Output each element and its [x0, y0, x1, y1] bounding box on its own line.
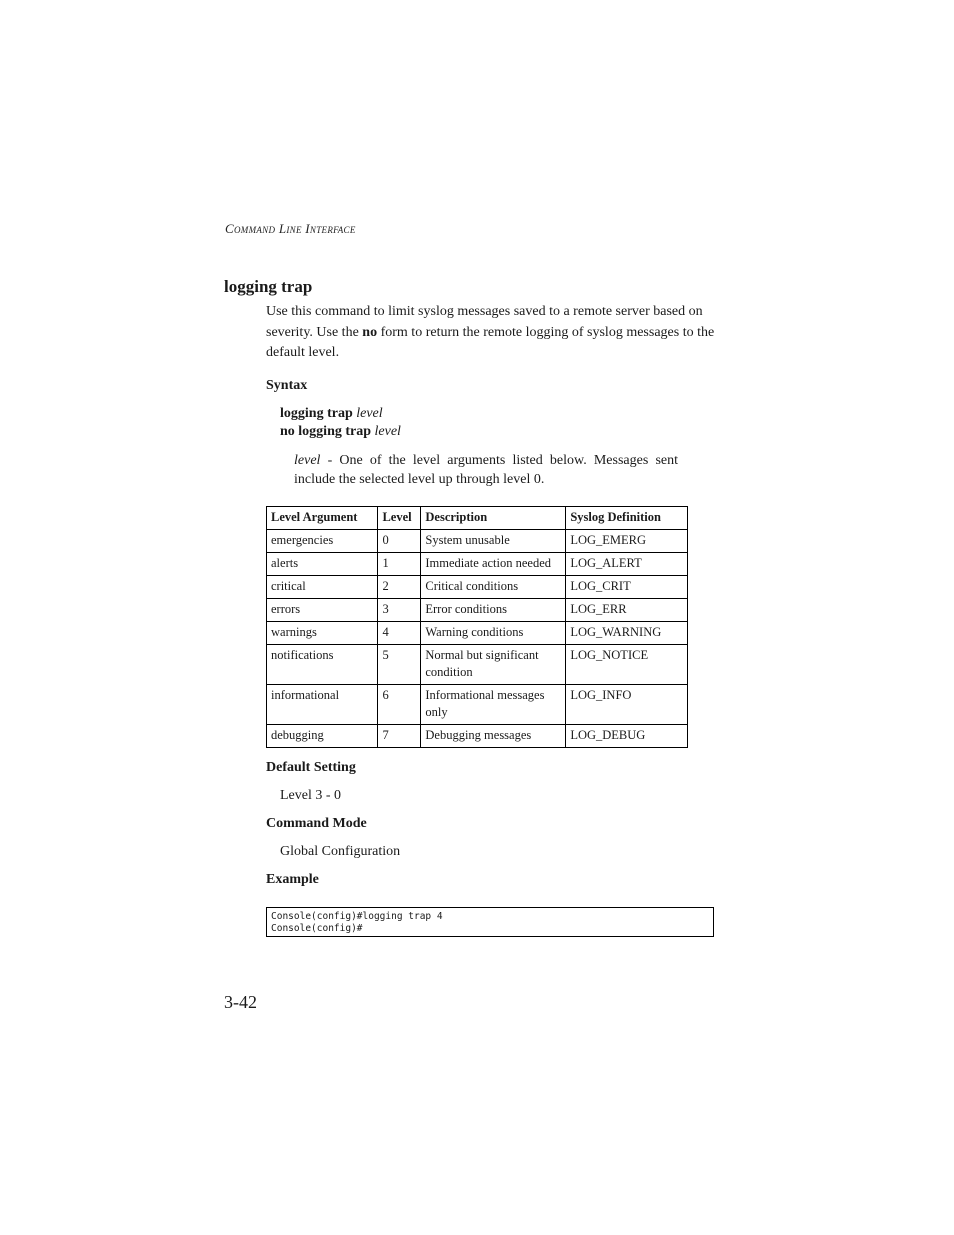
- table-cell: LOG_NOTICE: [566, 645, 688, 685]
- column-header: Level Argument: [267, 507, 378, 530]
- example-code-block: Console(config)#logging trap 4 Console(config)#: [266, 907, 714, 937]
- table-cell: errors: [267, 599, 378, 622]
- command-mode-value: Global Configuration: [280, 844, 401, 859]
- table-row: [267, 530, 688, 553]
- syntax-argument: level: [374, 424, 401, 439]
- level-table: [266, 506, 688, 748]
- table-cell: Debugging messages: [421, 725, 566, 748]
- parameter-text: - One of the level arguments listed below. Messages sent include the selected level up through level 0.: [294, 453, 678, 487]
- table-cell: notifications: [267, 645, 378, 685]
- syntax-command: logging trap: [280, 406, 353, 421]
- table-row: [267, 725, 688, 748]
- parameter-name: level: [294, 453, 321, 468]
- table-row: [267, 553, 688, 576]
- table-cell: emergencies: [267, 530, 378, 553]
- syntax-line-1: [280, 406, 383, 422]
- page-number: 3-42: [224, 992, 257, 1012]
- table-header-row: [267, 507, 688, 530]
- syntax-heading: Syntax: [266, 378, 308, 393]
- table-cell: LOG_EMERG: [566, 530, 688, 553]
- table-cell: debugging: [267, 725, 378, 748]
- column-header: Description: [421, 507, 566, 530]
- table-cell: Immediate action needed: [421, 553, 566, 576]
- table-row: [267, 599, 688, 622]
- intro-bold-no: no: [362, 324, 378, 340]
- table-cell: critical: [267, 576, 378, 599]
- intro-text-1: Use this command to limit syslog messages saved to a remote server based on severity. Use the: [266, 304, 703, 340]
- table-cell: 0: [378, 530, 421, 553]
- page-title: logging trap: [224, 277, 313, 296]
- default-setting-value: Level 3 - 0: [280, 788, 342, 803]
- table-cell: 6: [378, 685, 421, 725]
- column-header: Syslog Definition: [566, 507, 688, 530]
- table-cell: Critical conditions: [421, 576, 566, 599]
- table-row: [267, 645, 688, 685]
- table-cell: System unusable: [421, 530, 566, 553]
- table-cell: 5: [378, 645, 421, 685]
- table-cell: 1: [378, 553, 421, 576]
- example-heading: Example: [266, 872, 319, 887]
- table-cell: LOG_CRIT: [566, 576, 688, 599]
- syntax-line-2: [280, 424, 401, 440]
- table-cell: Informational messages only: [421, 685, 566, 725]
- table-cell: LOG_WARNING: [566, 622, 688, 645]
- table-cell: warnings: [267, 622, 378, 645]
- table-cell: 4: [378, 622, 421, 645]
- parameter-description: [294, 452, 678, 489]
- table-cell: alerts: [267, 553, 378, 576]
- table-cell: Normal but significant condition: [421, 645, 566, 685]
- table-cell: informational: [267, 685, 378, 725]
- table-cell: 3: [378, 599, 421, 622]
- syntax-command: no logging trap: [280, 424, 372, 439]
- table-cell: LOG_ERR: [566, 599, 688, 622]
- running-header: Command Line Interface: [225, 221, 356, 236]
- table-cell: LOG_INFO: [566, 685, 688, 725]
- table-row: [267, 685, 688, 725]
- syntax-argument: level: [356, 406, 383, 421]
- table-row: [267, 576, 688, 599]
- table-cell: 7: [378, 725, 421, 748]
- intro-paragraph: [266, 302, 718, 364]
- table-cell: Warning conditions: [421, 622, 566, 645]
- command-mode-heading: Command Mode: [266, 816, 367, 831]
- table-row: [267, 622, 688, 645]
- column-header: Level: [378, 507, 421, 530]
- table-cell: LOG_DEBUG: [566, 725, 688, 748]
- default-setting-heading: Default Setting: [266, 760, 356, 775]
- intro-text-2: form to return the remote logging of syslog messages to the default level.: [266, 324, 715, 360]
- table-cell: Error conditions: [421, 599, 566, 622]
- table-cell: 2: [378, 576, 421, 599]
- table-cell: LOG_ALERT: [566, 553, 688, 576]
